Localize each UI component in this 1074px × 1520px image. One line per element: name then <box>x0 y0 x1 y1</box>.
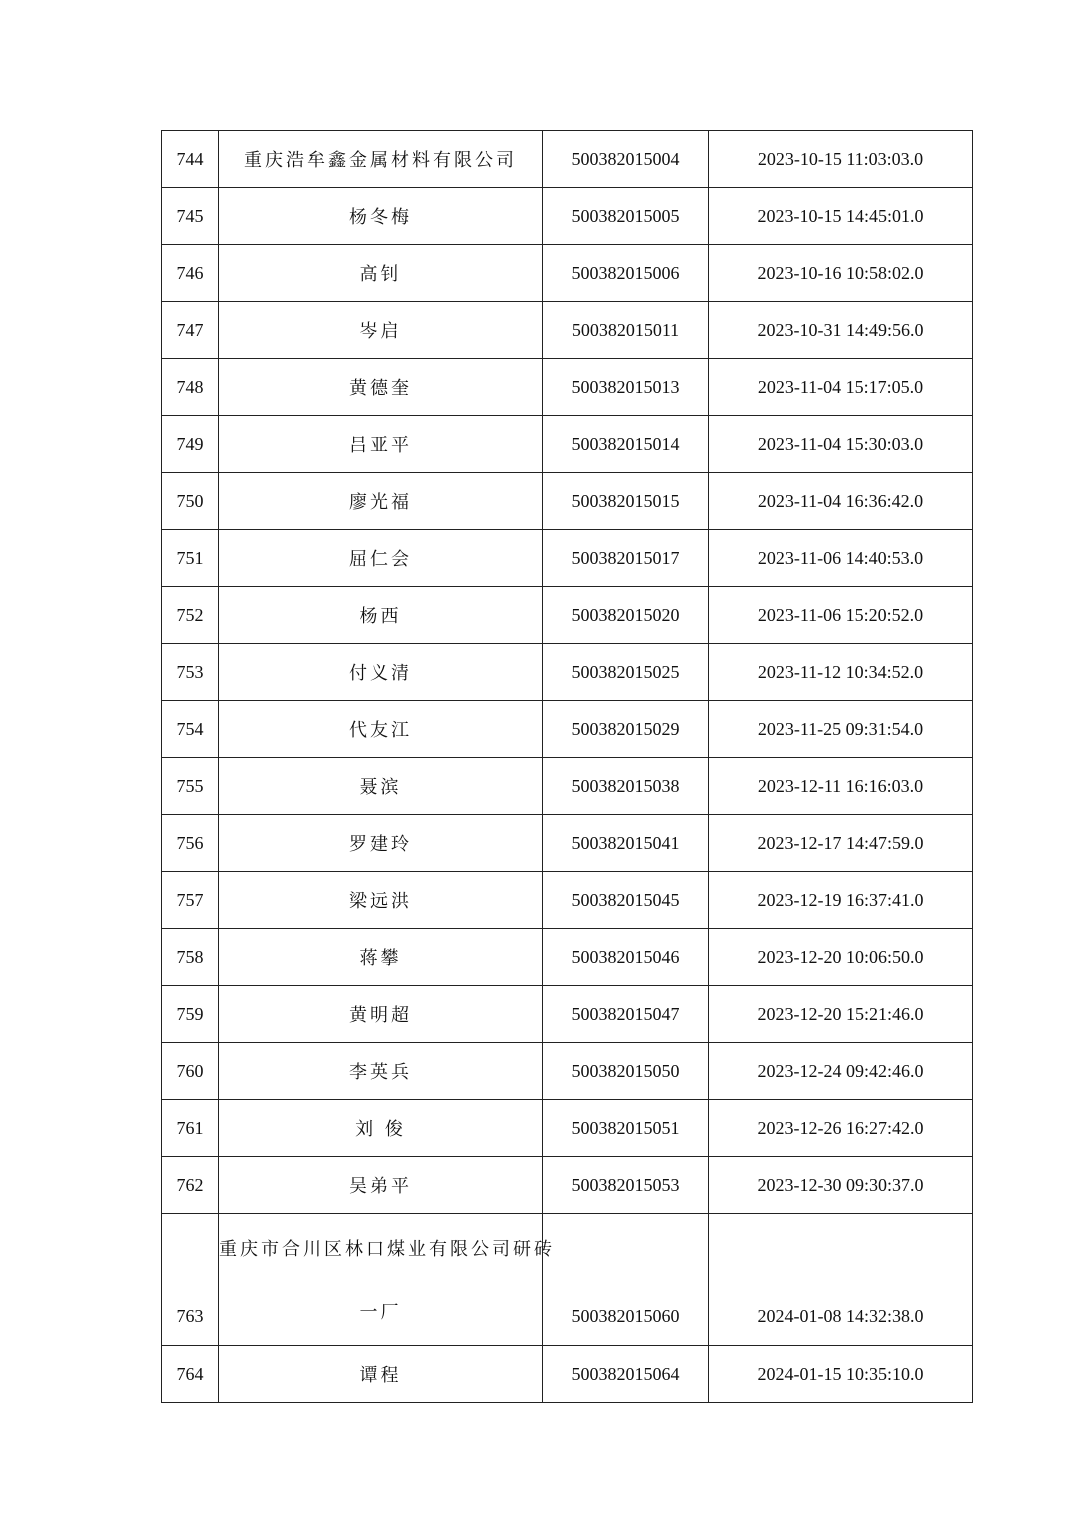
entity-name: 屈仁会 <box>219 530 543 587</box>
timestamp: 2023-11-04 15:30:03.0 <box>709 416 973 473</box>
row-number: 756 <box>162 815 219 872</box>
entity-name: 谭程 <box>219 1346 543 1403</box>
table-body <box>162 131 973 1403</box>
timestamp: 2023-11-25 09:31:54.0 <box>709 701 973 758</box>
timestamp: 2023-10-15 11:03:03.0 <box>709 131 973 188</box>
row-number: 749 <box>162 416 219 473</box>
entity-name: 吴弟平 <box>219 1157 543 1214</box>
timestamp: 2023-10-15 14:45:01.0 <box>709 188 973 245</box>
timestamp: 2023-12-26 16:27:42.0 <box>709 1100 973 1157</box>
registration-code: 500382015005 <box>543 188 709 245</box>
timestamp: 2023-10-31 14:49:56.0 <box>709 302 973 359</box>
registration-code: 500382015050 <box>543 1043 709 1100</box>
entity-name: 杨冬梅 <box>219 188 543 245</box>
entity-name: 代友江 <box>219 701 543 758</box>
registration-code: 500382015020 <box>543 587 709 644</box>
entity-name: 杨西 <box>219 587 543 644</box>
registration-code: 500382015041 <box>543 815 709 872</box>
entity-name <box>219 1214 555 1346</box>
row-number: 764 <box>162 1346 219 1403</box>
entity-name: 蒋攀 <box>219 929 543 986</box>
table-row <box>162 587 973 644</box>
row-number: 744 <box>162 131 219 188</box>
timestamp: 2024-01-15 10:35:10.0 <box>709 1346 973 1403</box>
table-row <box>162 701 973 758</box>
entity-name: 梁远洪 <box>219 872 543 929</box>
entity-name: 岑启 <box>219 302 543 359</box>
row-number: 752 <box>162 587 219 644</box>
entity-name: 付义清 <box>219 644 543 701</box>
registration-table <box>161 130 973 1403</box>
table-row <box>162 1100 973 1157</box>
table-row <box>162 359 973 416</box>
table-row <box>162 1214 973 1346</box>
entity-name: 吕亚平 <box>219 416 543 473</box>
entity-name-line2: 一厂 <box>359 1302 402 1323</box>
timestamp: 2023-11-06 15:20:52.0 <box>709 587 973 644</box>
registration-code: 500382015046 <box>543 929 709 986</box>
entity-name-line1: 重庆市合川区林口煤业有限公司研砖 <box>219 1239 555 1260</box>
entity-name: 聂滨 <box>219 758 543 815</box>
table-row <box>162 1346 973 1403</box>
timestamp: 2023-11-06 14:40:53.0 <box>709 530 973 587</box>
row-number: 750 <box>162 473 219 530</box>
table-row <box>162 929 973 986</box>
table-row <box>162 302 973 359</box>
timestamp: 2024-01-08 14:32:38.0 <box>709 1214 973 1346</box>
entity-name: 廖光福 <box>219 473 543 530</box>
row-number: 759 <box>162 986 219 1043</box>
timestamp: 2023-11-04 16:36:42.0 <box>709 473 973 530</box>
row-number: 762 <box>162 1157 219 1214</box>
table-row <box>162 530 973 587</box>
table-row <box>162 986 973 1043</box>
entity-name: 罗建玲 <box>219 815 543 872</box>
table-row <box>162 1043 973 1100</box>
registration-code: 500382015006 <box>543 245 709 302</box>
row-number: 763 <box>162 1214 219 1346</box>
timestamp: 2023-11-12 10:34:52.0 <box>709 644 973 701</box>
table-row <box>162 1157 973 1214</box>
timestamp: 2023-12-11 16:16:03.0 <box>709 758 973 815</box>
row-number: 758 <box>162 929 219 986</box>
registration-code: 500382015064 <box>543 1346 709 1403</box>
registration-code: 500382015029 <box>543 701 709 758</box>
row-number: 754 <box>162 701 219 758</box>
entity-name: 高钊 <box>219 245 543 302</box>
table-row <box>162 644 973 701</box>
registration-code: 500382015017 <box>543 530 709 587</box>
row-number: 753 <box>162 644 219 701</box>
timestamp: 2023-12-24 09:42:46.0 <box>709 1043 973 1100</box>
entity-name: 黄明超 <box>219 986 543 1043</box>
table-row <box>162 815 973 872</box>
registration-code: 500382015011 <box>543 302 709 359</box>
registration-code: 500382015013 <box>543 359 709 416</box>
entity-name: 重庆浩牟鑫金属材料有限公司 <box>219 131 543 188</box>
registration-code: 500382015025 <box>543 644 709 701</box>
row-number: 746 <box>162 245 219 302</box>
entity-name: 黄德奎 <box>219 359 543 416</box>
table-row <box>162 416 973 473</box>
table-row <box>162 758 973 815</box>
registration-code: 500382015014 <box>543 416 709 473</box>
table-row <box>162 188 973 245</box>
timestamp: 2023-12-17 14:47:59.0 <box>709 815 973 872</box>
timestamp: 2023-12-20 15:21:46.0 <box>709 986 973 1043</box>
registration-code: 500382015060 <box>543 1214 709 1346</box>
registration-code: 500382015051 <box>543 1100 709 1157</box>
timestamp: 2023-10-16 10:58:02.0 <box>709 245 973 302</box>
row-number: 761 <box>162 1100 219 1157</box>
table-row <box>162 131 973 188</box>
entity-name: 刘 俊 <box>219 1100 543 1157</box>
row-number: 745 <box>162 188 219 245</box>
table-row <box>162 872 973 929</box>
timestamp: 2023-12-19 16:37:41.0 <box>709 872 973 929</box>
registration-code: 500382015045 <box>543 872 709 929</box>
registration-code: 500382015053 <box>543 1157 709 1214</box>
row-number: 755 <box>162 758 219 815</box>
row-number: 751 <box>162 530 219 587</box>
timestamp: 2023-12-30 09:30:37.0 <box>709 1157 973 1214</box>
timestamp: 2023-12-20 10:06:50.0 <box>709 929 973 986</box>
row-number: 748 <box>162 359 219 416</box>
registration-code: 500382015004 <box>543 131 709 188</box>
row-number: 760 <box>162 1043 219 1100</box>
entity-name: 李英兵 <box>219 1043 543 1100</box>
registration-code: 500382015038 <box>543 758 709 815</box>
row-number: 757 <box>162 872 219 929</box>
table-row <box>162 473 973 530</box>
registration-code: 500382015047 <box>543 986 709 1043</box>
table-row <box>162 245 973 302</box>
timestamp: 2023-11-04 15:17:05.0 <box>709 359 973 416</box>
row-number: 747 <box>162 302 219 359</box>
registration-code: 500382015015 <box>543 473 709 530</box>
